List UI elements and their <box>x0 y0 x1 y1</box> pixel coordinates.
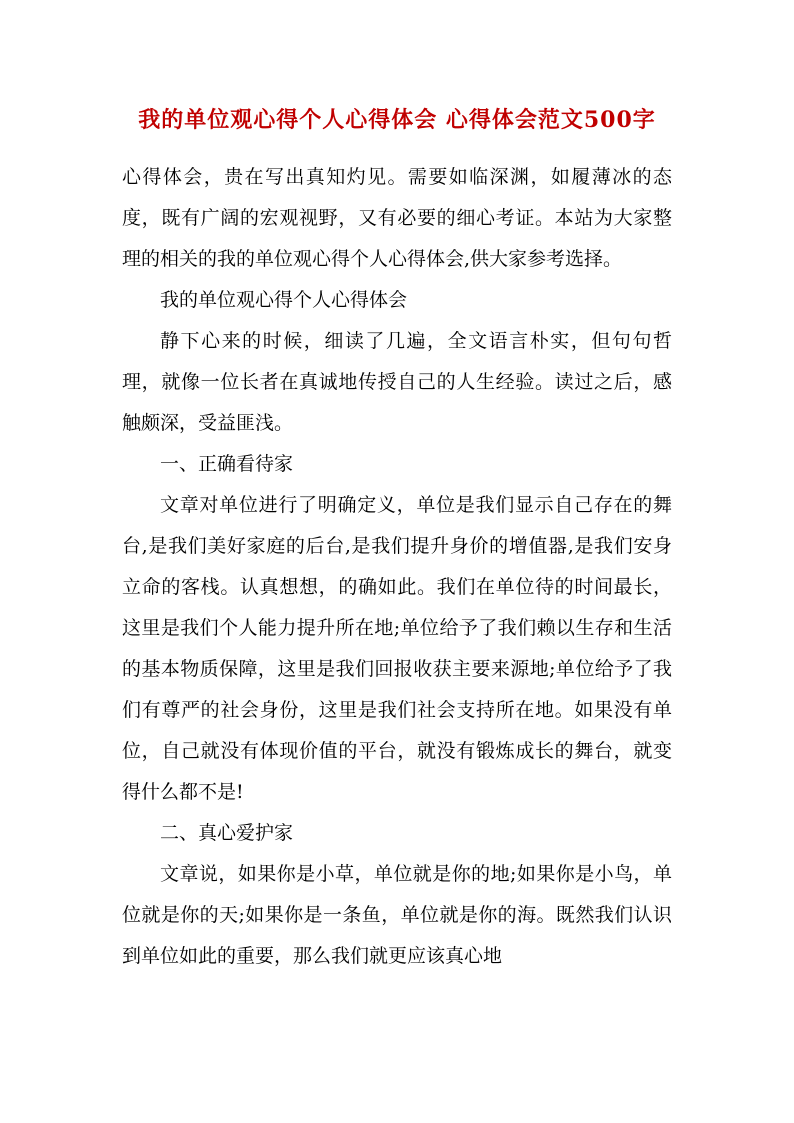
document-body <box>122 157 672 977</box>
document-title: 我的单位观心得个人心得体会 心得体会范文500字 <box>138 107 656 133</box>
paragraph-intro: 心得体会，贵在写出真知灼见。需要如临深渊，如履薄冰的态度，既有广阔的宏观视野，又有必要的细心考证。本站为大家整理的相关的我的单位观心得个人心得体会,供大家参考选择。 <box>122 166 672 270</box>
paragraph-section-1: 文章对单位进行了明确定义，单位是我们显示自己存在的舞台,是我们美好家庭的后台,是我们提升身价的增值器,是我们安身立命的客栈。认真想想，的确如此。我们在单位待的时间最长，这里是我们个人能力提升所在地;单位给予了我们赖以生存和生活的基本物质保障，这里是我们回报收获主要来源地;单位给予了我们有尊严的社会身份，这里是我们社会支持所在地。如果没有单位，自己就没有体现价值的平台，就没有锻炼成长的舞台，就变得什么都不是! <box>122 494 672 803</box>
section-heading-2: 二、真心爱护家 <box>160 822 294 844</box>
paragraph-reading-impression: 静下心来的时候，细读了几遍，全文语言朴实，但句句哲理，就像一位长者在真诚地传授自己的人生经验。读过之后，感触颇深，受益匪浅。 <box>122 330 672 434</box>
paragraph-subtitle: 我的单位观心得个人心得体会 <box>160 289 408 311</box>
paragraph-section-2: 文章说，如果你是小草，单位就是你的地;如果你是小鸟，单位就是你的天;如果你是一条鱼，单位就是你的海。既然我们认识到单位如此的重要，那么我们就更应该真心地 <box>122 863 672 967</box>
section-heading-1: 一、正确看待家 <box>160 453 294 475</box>
